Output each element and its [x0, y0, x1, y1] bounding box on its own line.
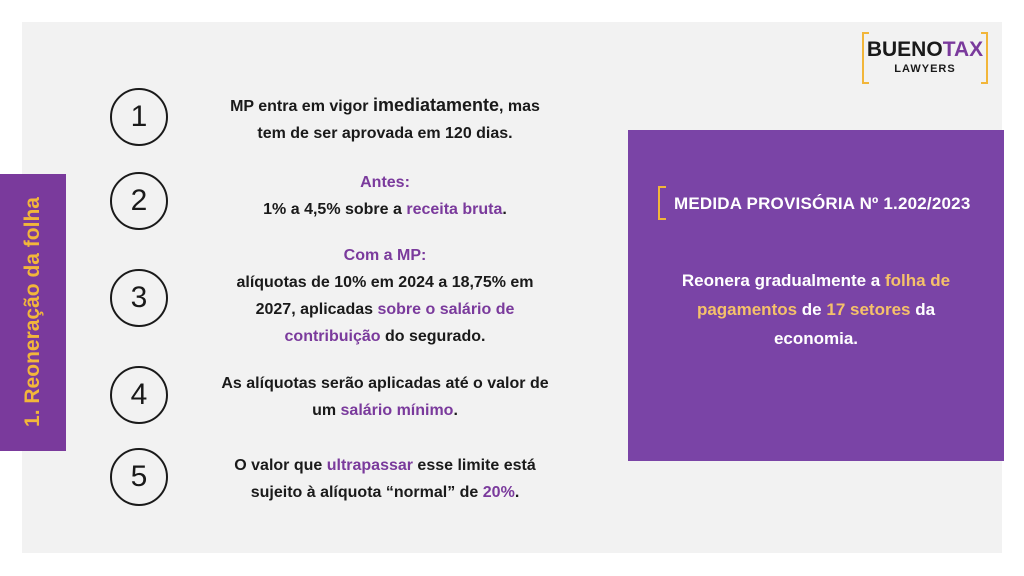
text-fragment: da economia. [773, 300, 936, 348]
highlight-text: receita bruta [406, 201, 503, 218]
text-fragment: um [312, 402, 341, 419]
item-heading: Antes: [360, 174, 410, 191]
number-circle: 2 [110, 172, 168, 230]
item-text [190, 242, 580, 350]
text-fragment: de [797, 300, 827, 319]
highlight-text: sobre o salário de [377, 301, 515, 318]
text-line: As alíquotas serão aplicadas até o valor de [221, 375, 549, 392]
text-line: alíquotas de 10% em 2024 a 18,75% em [236, 274, 534, 291]
logo-wordmark [862, 38, 988, 62]
text-fragment: O valor que [234, 457, 327, 474]
list-item-1 [110, 88, 580, 148]
panel-title: MEDIDA PROVISÓRIA Nº 1.202/2023 [674, 194, 971, 213]
text-fragment: Reonera gradualmente a [681, 271, 885, 290]
text-fragment: , mas [498, 98, 540, 115]
text-fragment: sujeito à alíquota “normal” de [250, 484, 483, 501]
highlight-text: 20% [482, 484, 515, 501]
item-text [190, 92, 580, 147]
buenotax-logo [862, 32, 988, 84]
list-item-5 [110, 448, 580, 508]
highlight-text: salário mínimo [340, 402, 454, 419]
text-fragment: do segurado. [380, 328, 486, 345]
panel-title-group [658, 186, 988, 222]
text-fragment: . [453, 402, 458, 419]
number-circle: 5 [110, 448, 168, 506]
title-bracket [658, 186, 666, 220]
item-text [190, 169, 580, 223]
item-text [190, 452, 580, 506]
text-line: tem de ser aprovada em 120 dias. [257, 125, 513, 142]
text-fragment: esse limite está [412, 457, 536, 474]
list-item-4 [110, 366, 580, 426]
text-fragment: MP entra em vigor [230, 98, 373, 115]
list-item-3 [110, 242, 580, 354]
logo-brand-a: BUENO [866, 38, 943, 61]
highlight-text: contribuição [284, 328, 381, 345]
item-heading: Com a MP: [343, 247, 427, 264]
number-circle: 1 [110, 88, 168, 146]
highlight-text: ultrapassar [326, 457, 413, 474]
logo-subtitle: LAWYERS [894, 63, 956, 75]
text-fragment: . [514, 484, 520, 501]
text-fragment: 2027, aplicadas [255, 301, 378, 318]
text-fragment: . [502, 201, 507, 218]
number-circle: 3 [110, 269, 168, 327]
item-text [190, 370, 580, 424]
emphasis-text: imediatamente [372, 95, 499, 115]
highlight-text: 17 setores [826, 300, 911, 319]
panel-body [658, 266, 974, 353]
info-panel [628, 130, 1004, 461]
highlight-text: folha de pagamentos [696, 271, 951, 319]
text-fragment: 1% a 4,5% sobre a [263, 201, 407, 218]
list-item-2 [110, 172, 580, 232]
logo-brand-b: TAX [942, 38, 984, 61]
number-circle: 4 [110, 366, 168, 424]
section-tab-label: 1. Reoneração da folha [21, 197, 44, 427]
